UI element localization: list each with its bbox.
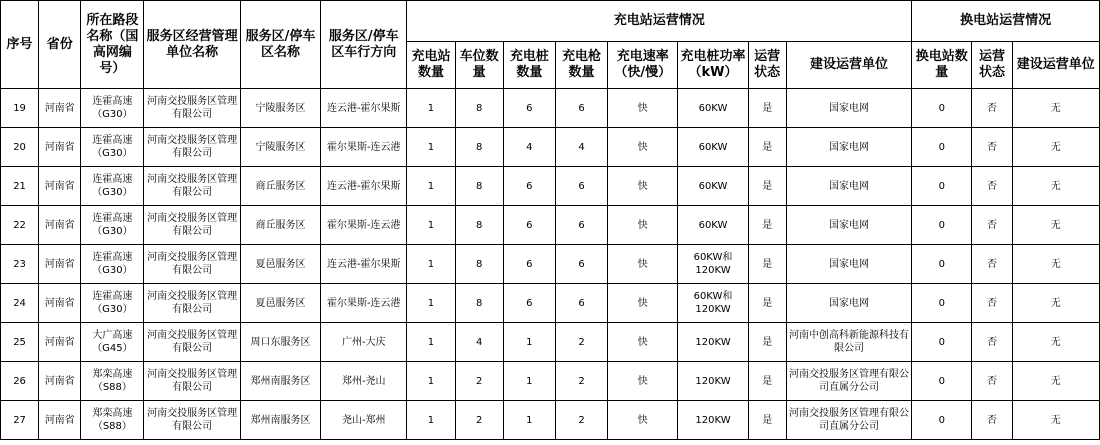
cell-charging-piles: 6 xyxy=(503,89,555,128)
cell-charging-status: 是 xyxy=(748,401,786,440)
cell-direction: 郑州-尧山 xyxy=(321,362,407,401)
cell-charging-stations: 1 xyxy=(407,245,455,284)
table-row xyxy=(1,284,1100,323)
cell-charging-speed: 快 xyxy=(608,284,678,323)
cell-swap-status: 否 xyxy=(972,206,1012,245)
cell-parking-spaces: 8 xyxy=(455,245,503,284)
cell-charging-guns: 6 xyxy=(555,89,607,128)
cell-service-area: 商丘服务区 xyxy=(240,167,320,206)
cell-charging-speed: 快 xyxy=(608,167,678,206)
cell-operator: 河南交投服务区管理有限公司 xyxy=(144,245,240,284)
cell-road: 连霍高速（G30） xyxy=(81,245,144,284)
cell-direction: 尧山-郑州 xyxy=(321,401,407,440)
cell-charging-speed: 快 xyxy=(608,362,678,401)
cell-seq: 27 xyxy=(1,401,39,440)
cell-operator: 河南交投服务区管理有限公司 xyxy=(144,284,240,323)
header-charging-piles: 充电桩数量 xyxy=(503,42,555,89)
cell-parking-spaces: 8 xyxy=(455,206,503,245)
cell-province: 河南省 xyxy=(39,323,81,362)
cell-charging-stations: 1 xyxy=(407,167,455,206)
cell-charging-guns: 6 xyxy=(555,167,607,206)
cell-province: 河南省 xyxy=(39,362,81,401)
cell-charging-speed: 快 xyxy=(608,128,678,167)
cell-charging-status: 是 xyxy=(748,89,786,128)
cell-swap-status: 否 xyxy=(972,362,1012,401)
cell-operator: 河南交投服务区管理有限公司 xyxy=(144,323,240,362)
cell-road: 大广高速（G45） xyxy=(81,323,144,362)
cell-charging-builder: 国家电网 xyxy=(786,245,911,284)
cell-charging-guns: 2 xyxy=(555,401,607,440)
cell-province: 河南省 xyxy=(39,284,81,323)
header-charging-builder: 建设运营单位 xyxy=(786,42,911,89)
cell-road: 连霍高速（G30） xyxy=(81,128,144,167)
cell-seq: 26 xyxy=(1,362,39,401)
cell-province: 河南省 xyxy=(39,401,81,440)
cell-seq: 20 xyxy=(1,128,39,167)
cell-charging-stations: 1 xyxy=(407,128,455,167)
cell-swap-stations: 0 xyxy=(912,206,972,245)
cell-charging-builder: 国家电网 xyxy=(786,284,911,323)
cell-pile-power: 120KW xyxy=(678,401,748,440)
table-row xyxy=(1,362,1100,401)
table-row xyxy=(1,128,1100,167)
header-charging-status: 运营状态 xyxy=(748,42,786,89)
cell-road: 连霍高速（G30） xyxy=(81,89,144,128)
cell-parking-spaces: 4 xyxy=(455,323,503,362)
cell-charging-builder: 河南交投服务区管理有限公司直属分公司 xyxy=(786,362,911,401)
header-direction: 服务区/停车区车行方向 xyxy=(321,1,407,89)
cell-seq: 25 xyxy=(1,323,39,362)
cell-charging-guns: 4 xyxy=(555,128,607,167)
cell-charging-status: 是 xyxy=(748,245,786,284)
cell-charging-piles: 6 xyxy=(503,206,555,245)
table-row xyxy=(1,245,1100,284)
cell-direction: 连云港-霍尔果斯 xyxy=(321,167,407,206)
cell-swap-status: 否 xyxy=(972,245,1012,284)
cell-swap-stations: 0 xyxy=(912,89,972,128)
header-parking-spaces: 车位数量 xyxy=(455,42,503,89)
cell-operator: 河南交投服务区管理有限公司 xyxy=(144,401,240,440)
cell-swap-builder: 无 xyxy=(1012,128,1099,167)
cell-charging-builder: 国家电网 xyxy=(786,89,911,128)
cell-swap-builder: 无 xyxy=(1012,284,1099,323)
cell-swap-stations: 0 xyxy=(912,128,972,167)
table-row xyxy=(1,89,1100,128)
cell-road: 连霍高速（G30） xyxy=(81,167,144,206)
cell-operator: 河南交投服务区管理有限公司 xyxy=(144,206,240,245)
cell-direction: 霍尔果斯-连云港 xyxy=(321,284,407,323)
cell-parking-spaces: 8 xyxy=(455,128,503,167)
cell-parking-spaces: 8 xyxy=(455,284,503,323)
cell-swap-status: 否 xyxy=(972,89,1012,128)
cell-province: 河南省 xyxy=(39,128,81,167)
cell-swap-status: 否 xyxy=(972,128,1012,167)
cell-charging-speed: 快 xyxy=(608,323,678,362)
cell-swap-builder: 无 xyxy=(1012,323,1099,362)
table-row xyxy=(1,401,1100,440)
header-operator: 服务区经营管理单位名称 xyxy=(144,1,240,89)
cell-parking-spaces: 2 xyxy=(455,362,503,401)
cell-charging-piles: 6 xyxy=(503,167,555,206)
cell-pile-power: 120KW xyxy=(678,362,748,401)
cell-road: 连霍高速（G30） xyxy=(81,284,144,323)
cell-charging-piles: 1 xyxy=(503,362,555,401)
cell-charging-status: 是 xyxy=(748,323,786,362)
cell-charging-stations: 1 xyxy=(407,206,455,245)
cell-operator: 河南交投服务区管理有限公司 xyxy=(144,362,240,401)
cell-service-area: 宁陵服务区 xyxy=(240,128,320,167)
cell-charging-status: 是 xyxy=(748,284,786,323)
cell-direction: 霍尔果斯-连云港 xyxy=(321,128,407,167)
cell-swap-status: 否 xyxy=(972,323,1012,362)
cell-charging-guns: 2 xyxy=(555,362,607,401)
cell-charging-stations: 1 xyxy=(407,89,455,128)
cell-province: 河南省 xyxy=(39,206,81,245)
cell-service-area: 夏邑服务区 xyxy=(240,245,320,284)
cell-service-area: 夏邑服务区 xyxy=(240,284,320,323)
cell-seq: 19 xyxy=(1,89,39,128)
cell-operator: 河南交投服务区管理有限公司 xyxy=(144,167,240,206)
cell-pile-power: 60KW xyxy=(678,206,748,245)
cell-swap-status: 否 xyxy=(972,284,1012,323)
table-row xyxy=(1,323,1100,362)
cell-operator: 河南交投服务区管理有限公司 xyxy=(144,128,240,167)
cell-seq: 23 xyxy=(1,245,39,284)
header-pile-power: 充电桩功率（kW） xyxy=(678,42,748,89)
cell-charging-guns: 6 xyxy=(555,245,607,284)
cell-pile-power: 60KW和120KW xyxy=(678,245,748,284)
cell-service-area: 周口东服务区 xyxy=(240,323,320,362)
cell-swap-builder: 无 xyxy=(1012,362,1099,401)
cell-charging-builder: 河南交投服务区管理有限公司直属分公司 xyxy=(786,401,911,440)
cell-charging-speed: 快 xyxy=(608,206,678,245)
header-swap-group: 换电站运营情况 xyxy=(912,1,1100,42)
header-swap-builder: 建设运营单位 xyxy=(1012,42,1099,89)
cell-charging-guns: 6 xyxy=(555,206,607,245)
cell-swap-stations: 0 xyxy=(912,245,972,284)
header-row-top xyxy=(1,1,1100,42)
header-charging-group: 充电站运营情况 xyxy=(407,1,912,42)
cell-swap-stations: 0 xyxy=(912,401,972,440)
cell-charging-piles: 6 xyxy=(503,284,555,323)
cell-service-area: 宁陵服务区 xyxy=(240,89,320,128)
cell-road: 连霍高速（G30） xyxy=(81,206,144,245)
cell-charging-piles: 1 xyxy=(503,401,555,440)
table-body xyxy=(1,89,1100,440)
cell-direction: 霍尔果斯-连云港 xyxy=(321,206,407,245)
header-province: 省份 xyxy=(39,1,81,89)
table-row xyxy=(1,167,1100,206)
cell-seq: 22 xyxy=(1,206,39,245)
header-charging-stations: 充电站数量 xyxy=(407,42,455,89)
cell-province: 河南省 xyxy=(39,245,81,284)
cell-parking-spaces: 8 xyxy=(455,89,503,128)
cell-seq: 24 xyxy=(1,284,39,323)
cell-direction: 连云港-霍尔果斯 xyxy=(321,245,407,284)
header-swap-status: 运营状态 xyxy=(972,42,1012,89)
cell-province: 河南省 xyxy=(39,167,81,206)
cell-pile-power: 120KW xyxy=(678,323,748,362)
cell-road: 郑栾高速（S88） xyxy=(81,401,144,440)
cell-province: 河南省 xyxy=(39,89,81,128)
header-road: 所在路段名称（国高网编号） xyxy=(81,1,144,89)
header-swap-stations: 换电站数量 xyxy=(912,42,972,89)
cell-charging-builder: 国家电网 xyxy=(786,128,911,167)
cell-charging-status: 是 xyxy=(748,362,786,401)
cell-swap-builder: 无 xyxy=(1012,401,1099,440)
header-area: 服务区/停车区名称 xyxy=(240,1,320,89)
cell-pile-power: 60KW xyxy=(678,89,748,128)
table-row xyxy=(1,206,1100,245)
cell-swap-builder: 无 xyxy=(1012,167,1099,206)
cell-charging-guns: 6 xyxy=(555,284,607,323)
cell-swap-status: 否 xyxy=(972,401,1012,440)
cell-pile-power: 60KW xyxy=(678,167,748,206)
header-charging-guns: 充电枪数量 xyxy=(555,42,607,89)
cell-charging-piles: 4 xyxy=(503,128,555,167)
cell-charging-stations: 1 xyxy=(407,401,455,440)
cell-direction: 广州-大庆 xyxy=(321,323,407,362)
cell-charging-speed: 快 xyxy=(608,245,678,284)
cell-operator: 河南交投服务区管理有限公司 xyxy=(144,89,240,128)
cell-swap-status: 否 xyxy=(972,167,1012,206)
cell-swap-stations: 0 xyxy=(912,323,972,362)
header-seq: 序号 xyxy=(1,1,39,89)
cell-parking-spaces: 2 xyxy=(455,401,503,440)
cell-swap-stations: 0 xyxy=(912,284,972,323)
cell-charging-status: 是 xyxy=(748,128,786,167)
cell-charging-speed: 快 xyxy=(608,89,678,128)
cell-road: 郑栾高速（S88） xyxy=(81,362,144,401)
cell-pile-power: 60KW xyxy=(678,128,748,167)
cell-charging-status: 是 xyxy=(748,206,786,245)
cell-service-area: 郑州南服务区 xyxy=(240,401,320,440)
cell-direction: 连云港-霍尔果斯 xyxy=(321,89,407,128)
cell-swap-builder: 无 xyxy=(1012,89,1099,128)
cell-charging-status: 是 xyxy=(748,167,786,206)
cell-service-area: 商丘服务区 xyxy=(240,206,320,245)
cell-charging-piles: 1 xyxy=(503,323,555,362)
header-charging-speed: 充电速率（快/慢） xyxy=(608,42,678,89)
cell-service-area: 郑州南服务区 xyxy=(240,362,320,401)
cell-charging-speed: 快 xyxy=(608,401,678,440)
cell-swap-builder: 无 xyxy=(1012,206,1099,245)
cell-swap-stations: 0 xyxy=(912,362,972,401)
cell-parking-spaces: 8 xyxy=(455,167,503,206)
cell-charging-stations: 1 xyxy=(407,284,455,323)
cell-charging-piles: 6 xyxy=(503,245,555,284)
cell-swap-builder: 无 xyxy=(1012,245,1099,284)
cell-swap-stations: 0 xyxy=(912,167,972,206)
cell-seq: 21 xyxy=(1,167,39,206)
cell-charging-builder: 国家电网 xyxy=(786,206,911,245)
cell-charging-stations: 1 xyxy=(407,323,455,362)
cell-charging-builder: 国家电网 xyxy=(786,167,911,206)
cell-pile-power: 60KW和120KW xyxy=(678,284,748,323)
cell-charging-guns: 2 xyxy=(555,323,607,362)
cell-charging-builder: 河南中创高科新能源科技有限公司 xyxy=(786,323,911,362)
cell-charging-stations: 1 xyxy=(407,362,455,401)
